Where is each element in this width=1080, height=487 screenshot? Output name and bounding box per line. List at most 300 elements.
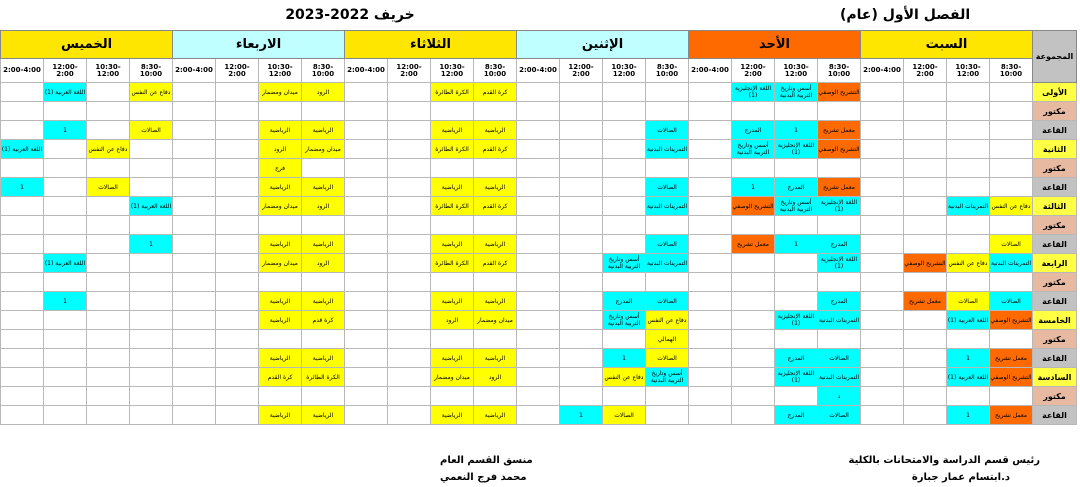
time-slot-header: 8:30-10:00 [818,59,861,83]
schedule-cell [431,330,474,349]
schedule-cell [732,102,775,121]
schedule-cell [990,121,1033,140]
schedule-cell [689,254,732,273]
schedule-cell [388,140,431,159]
schedule-cell [173,292,216,311]
schedule-cell [1,292,44,311]
schedule-cell [44,349,87,368]
schedule-cell [130,159,173,178]
schedule-cell: أسس وتاريخ التربية البدنية [775,83,818,102]
schedule-cell [947,121,990,140]
schedule-cell [603,197,646,216]
row-label: الثانية [1033,140,1077,159]
schedule-cell [345,406,388,425]
time-slot-header: 12:00-2:00 [216,59,259,83]
schedule-cell [44,387,87,406]
schedule-cell: التشريح الوصفي [818,140,861,159]
schedule-cell: 1 [130,235,173,254]
schedule-cell [775,292,818,311]
schedule-cell: الرياضية [474,178,517,197]
schedule-cell: الصالات [646,178,689,197]
schedule-cell: 1 [775,121,818,140]
schedule-cell: معمل تشريح [818,121,861,140]
schedule-cell [689,102,732,121]
schedule-cell: اللغة العربية (1) [130,197,173,216]
schedule-cell [560,83,603,102]
time-slot-header: 10:30-12:00 [775,59,818,83]
schedule-cell: التمرينات البدنية [646,140,689,159]
schedule-cell: التشريح الوصفي [990,311,1033,330]
schedule-cell [216,273,259,292]
table-row [1,292,1077,311]
schedule-cell: الرود [259,140,302,159]
schedule-cell [861,330,904,349]
schedule-cell [44,406,87,425]
schedule-cell: التمرينات البدنية [646,254,689,273]
schedule-cell [904,387,947,406]
table-row [1,254,1077,273]
row-label: القاعة [1033,349,1077,368]
schedule-cell [560,159,603,178]
schedule-cell [431,387,474,406]
coordinator-label: منسق القسم العام [440,455,533,466]
table-row [1,197,1077,216]
schedule-cell [302,159,345,178]
schedule-cell [1,387,44,406]
schedule-cell [732,368,775,387]
schedule-cell [474,330,517,349]
schedule-cell [216,368,259,387]
schedule-cell [345,330,388,349]
row-label: مكتور [1033,273,1077,292]
schedule-cell [87,368,130,387]
schedule-cell [1,254,44,273]
schedule-cell: ميدان ومضمار [259,83,302,102]
schedule-cell [646,102,689,121]
schedule-cell: الرياضية [474,292,517,311]
schedule-cell: الصالات [990,292,1033,311]
schedule-cell [517,406,560,425]
schedule-cell [173,121,216,140]
schedule-cell: الصالات [818,349,861,368]
schedule-cell: الرياضية [474,235,517,254]
schedule-cell [1,349,44,368]
schedule-cell: الصالات [947,292,990,311]
schedule-cell: أسس وتاريخ التربية البدنية [732,140,775,159]
schedule-cell: الصالات [990,235,1033,254]
schedule-cell [818,102,861,121]
head-of-exams-name: د.ابتسام عمار جبارة [911,472,1010,483]
table-row [1,387,1077,406]
schedule-cell [1,216,44,235]
schedule-cell: كرة القدم [259,368,302,387]
schedule-cell [904,197,947,216]
schedule-cell [44,273,87,292]
schedule-cell: التمرينات البدنية [990,254,1033,273]
schedule-cell [560,273,603,292]
schedule-cell [44,178,87,197]
schedule-cell: ميدان ومضمار [431,368,474,387]
schedule-cell [775,273,818,292]
schedule-cell [216,140,259,159]
schedule-cell [990,330,1033,349]
row-label: الأولى [1033,83,1077,102]
schedule-cell [990,387,1033,406]
schedule-cell [216,387,259,406]
schedule-cell [646,159,689,178]
schedule-cell [388,387,431,406]
schedule-cell: اللغة الإنجليزية (1) [775,140,818,159]
schedule-cell: اللغة الإنجليزية (1) [775,368,818,387]
schedule-cell [1,235,44,254]
schedule-cell [388,159,431,178]
schedule-cell [388,197,431,216]
schedule-cell [474,216,517,235]
schedule-cell [1,273,44,292]
schedule-cell: الصالات [87,178,130,197]
schedule-cell: الرياضية [431,406,474,425]
schedule-cell: الكرة الطائرة [431,197,474,216]
schedule-cell [173,235,216,254]
schedule-cell: ميدان ومضمار [474,311,517,330]
schedule-cell: المدرج [603,292,646,311]
schedule-cell [87,273,130,292]
schedule-cell: اللغة الإنجليزية (1) [775,311,818,330]
schedule-cell: 1 [44,121,87,140]
schedule-cell [130,216,173,235]
schedule-cell [603,235,646,254]
schedule-cell [732,159,775,178]
schedule-cell: الصالات [646,292,689,311]
schedule-cell [646,273,689,292]
schedule-cell [173,368,216,387]
schedule-cell [861,140,904,159]
schedule-cell [1,121,44,140]
schedule-cell [173,349,216,368]
schedule-cell [689,159,732,178]
schedule-cell [173,83,216,102]
schedule-cell [603,83,646,102]
schedule-cell [130,254,173,273]
schedule-cell: الرود [431,311,474,330]
table-row [1,140,1077,159]
time-slot-header: 10:30-12:00 [603,59,646,83]
schedule-cell [732,216,775,235]
time-slot-header: 2:00-4:00 [689,59,732,83]
schedule-cell [560,349,603,368]
schedule-cell: اللغة العربية (1) [1,140,44,159]
schedule-cell [775,254,818,273]
schedule-cell [216,178,259,197]
schedule-cell: الرياضية [431,235,474,254]
schedule-cell: الكرة الطائرة [431,83,474,102]
schedule-cell [517,387,560,406]
schedule-cell: المدرج [732,121,775,140]
schedule-cell [646,216,689,235]
schedule-cell: الصالات [646,349,689,368]
schedule-cell [517,216,560,235]
schedule-cell [560,178,603,197]
row-label: السادسة [1033,368,1077,387]
schedule-cell [603,140,646,159]
time-slot-header: 10:30-12:00 [259,59,302,83]
schedule-cell [302,102,345,121]
schedule-cell [388,349,431,368]
schedule-cell [345,273,388,292]
schedule-cell: اللغة الإنجليزية (1) [732,83,775,102]
schedule-cell: الكرة الطائرة [302,368,345,387]
schedule-cell [345,235,388,254]
schedule-cell: اللغة العربية (1) [947,311,990,330]
schedule-cell: الرياضية [302,121,345,140]
schedule-cell: الرياضية [259,292,302,311]
row-label: مكتور [1033,159,1077,178]
schedule-cell [990,216,1033,235]
schedule-cell [1,159,44,178]
schedule-cell: الرود [474,368,517,387]
schedule-cell [474,273,517,292]
time-slot-header: 12:00-2:00 [44,59,87,83]
semester-title: الفصل الأول (عام) [840,7,971,23]
schedule-cell [560,235,603,254]
schedule-cell [775,102,818,121]
schedule-cell [1,406,44,425]
row-label: الثالثة [1033,197,1077,216]
schedule-cell [173,216,216,235]
schedule-cell [388,102,431,121]
schedule-cell [44,159,87,178]
schedule-cell [689,330,732,349]
day-header: الثلاثاء [345,31,517,59]
schedule-cell [603,178,646,197]
schedule-cell: اللغة العربية (1) [44,83,87,102]
schedule-cell [173,273,216,292]
schedule-cell [302,330,345,349]
row-label: الخامسة [1033,311,1077,330]
schedule-cell: المدرج [775,349,818,368]
schedule-cell [517,102,560,121]
schedule-cell: دفاع عن النفس [87,140,130,159]
table-row [1,406,1077,425]
schedule-cell [990,159,1033,178]
schedule-cell: 1 [732,178,775,197]
schedule-cell [947,235,990,254]
schedule-cell [87,387,130,406]
schedule-cell [603,159,646,178]
schedule-cell [689,292,732,311]
time-slot-header: 12:00-2:00 [560,59,603,83]
schedule-cell [560,121,603,140]
schedule-cell: دفاع عن النفس [947,254,990,273]
schedule-cell [904,121,947,140]
table-row [1,159,1077,178]
day-header: الإثنين [517,31,689,59]
schedule-cell [775,330,818,349]
schedule-cell [259,387,302,406]
schedule-cell [87,292,130,311]
schedule-cell: كرة القدم [474,254,517,273]
row-label: القاعة [1033,121,1077,140]
schedule-cell [775,387,818,406]
schedule-cell: أسس وتاريخ التربية البدنية [646,368,689,387]
schedule-cell [861,349,904,368]
schedule-cell: الصالات [130,121,173,140]
time-slot-header: 2:00-4:00 [861,59,904,83]
schedule-cell [173,178,216,197]
row-label: مكتور [1033,102,1077,121]
schedule-cell [87,216,130,235]
schedule-cell [388,216,431,235]
schedule-cell: اللغة الإنجليزية (1) [818,197,861,216]
schedule-cell [689,273,732,292]
schedule-cell [990,273,1033,292]
schedule-cell: معمل تشريح [990,349,1033,368]
schedule-cell: التمرينات البدنية [646,197,689,216]
schedule-cell [44,368,87,387]
schedule-cell [990,178,1033,197]
schedule-cell [861,254,904,273]
schedule-cell [517,330,560,349]
schedule-cell [130,140,173,159]
schedule-cell [474,387,517,406]
schedule-cell [517,197,560,216]
schedule-cell [345,83,388,102]
time-slot-header: 8:30-10:00 [302,59,345,83]
schedule-cell [302,216,345,235]
schedule-cell [87,102,130,121]
schedule-cell [560,311,603,330]
schedule-cell [517,311,560,330]
schedule-cell [1,83,44,102]
schedule-cell: المدرج [775,406,818,425]
schedule-cell [216,216,259,235]
schedule-cell: الرياضية [259,311,302,330]
schedule-cell [173,159,216,178]
schedule-cell [130,273,173,292]
table-row [1,311,1077,330]
schedule-cell [44,216,87,235]
schedule-cell [216,254,259,273]
schedule-cell [560,368,603,387]
schedule-cell [388,254,431,273]
schedule-cell: 1 [44,292,87,311]
schedule-cell [259,330,302,349]
schedule-cell [517,83,560,102]
schedule-cell [345,140,388,159]
schedule-cell [603,121,646,140]
schedule-cell [388,83,431,102]
table-row [1,273,1077,292]
schedule-cell [861,178,904,197]
schedule-cell [732,292,775,311]
schedule-cell [517,368,560,387]
schedule-cell [861,235,904,254]
term-title: خريف 2022-2023 [285,7,415,23]
schedule-cell [775,216,818,235]
schedule-cell [345,102,388,121]
head-of-exams-label: رئيس قسم الدراسة والامتحانات بالكلية [848,455,1040,466]
schedule-cell [87,159,130,178]
group-column-header: المجموعة [1033,31,1077,83]
schedule-cell [861,102,904,121]
schedule-cell [345,292,388,311]
schedule-cell [689,140,732,159]
schedule-cell: الرياضية [259,178,302,197]
schedule-cell: الرياضية [431,121,474,140]
schedule-cell: الكرة الطائرة [431,140,474,159]
schedule-cell [345,178,388,197]
schedule-cell: المدرج [775,178,818,197]
schedule-cell: ميدان ومضمار [302,140,345,159]
schedule-cell: الرياضية [302,349,345,368]
schedule-cell [689,387,732,406]
schedule-cell [388,330,431,349]
schedule-cell [904,330,947,349]
schedule-cell: التمرينات البدنية [818,368,861,387]
schedule-cell: أسس وتاريخ التربية البدنية [603,254,646,273]
schedule-cell: الصالات [603,406,646,425]
day-header: الخميس [1,31,173,59]
schedule-cell [216,406,259,425]
schedule-cell: الكرة الطائرة [431,254,474,273]
schedule-cell: كرة القدم [474,140,517,159]
schedule-cell [87,197,130,216]
schedule-cell [44,102,87,121]
schedule-cell [517,273,560,292]
schedule-cell [818,159,861,178]
row-label: القاعة [1033,292,1077,311]
schedule-cell [732,311,775,330]
schedule-cell [861,273,904,292]
schedule-cell: 1 [603,349,646,368]
schedule-cell [861,83,904,102]
schedule-cell [947,102,990,121]
schedule-cell [990,140,1033,159]
schedule-cell [216,159,259,178]
row-label: مكتور [1033,216,1077,235]
schedule-cell [947,140,990,159]
schedule-cell [646,406,689,425]
schedule-cell: اللغة العربية (1) [44,254,87,273]
schedule-cell [990,102,1033,121]
schedule-cell [87,330,130,349]
schedule-cell: الرياضية [431,349,474,368]
schedule-cell: الرياضية [431,292,474,311]
schedule-cell [130,387,173,406]
schedule-cell: الرياضية [302,235,345,254]
schedule-cell [603,216,646,235]
schedule-cell [44,140,87,159]
day-header: الأحد [689,31,861,59]
schedule-cell: أسس وتاريخ التربية البدنية [775,197,818,216]
schedule-cell [517,235,560,254]
coordinator-name: محمد فرج النعمي [440,472,527,483]
schedule-cell [517,159,560,178]
schedule-cell [216,121,259,140]
schedule-cell [173,102,216,121]
time-slot-header: 2:00-4:00 [345,59,388,83]
schedule-cell [861,311,904,330]
schedule-cell [603,102,646,121]
table-row [1,330,1077,349]
schedule-cell [689,121,732,140]
schedule-cell [646,387,689,406]
schedule-cell [87,406,130,425]
schedule-cell [689,368,732,387]
schedule-cell: التمرينات البدنية [818,311,861,330]
schedule-cell [689,349,732,368]
timetable [0,30,1077,425]
